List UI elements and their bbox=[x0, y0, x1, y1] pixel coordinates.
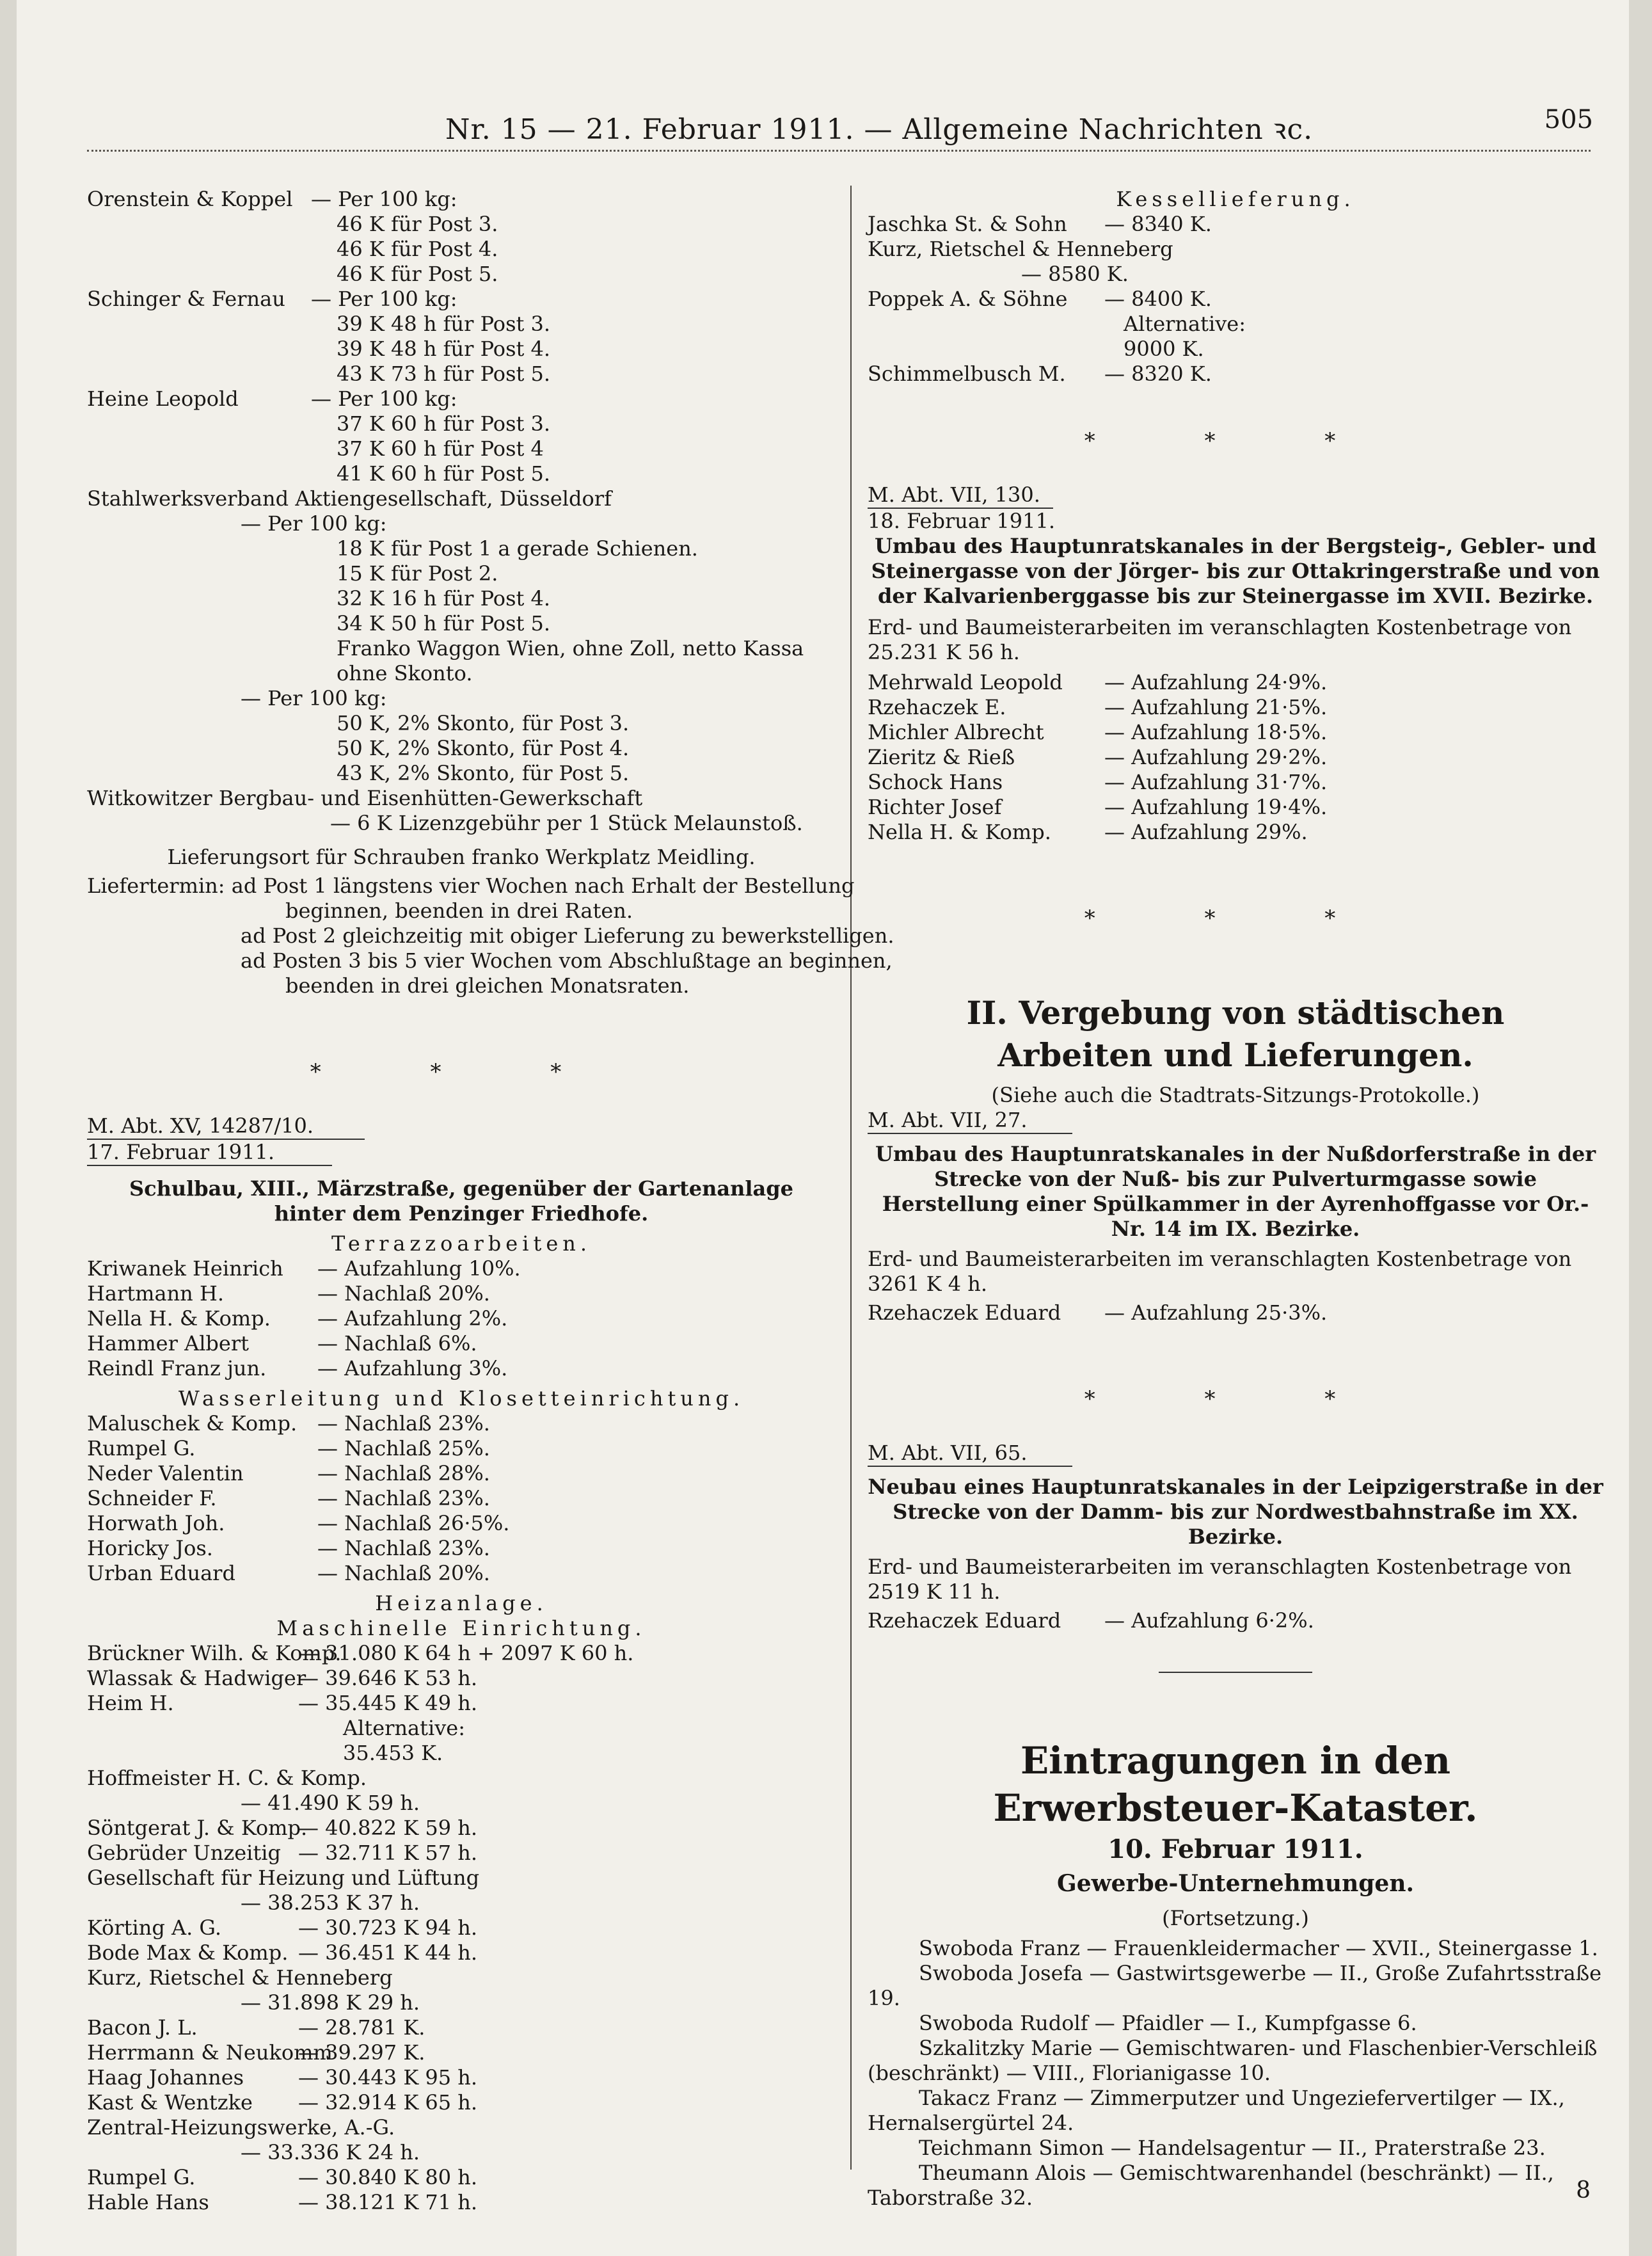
bid-row bbox=[868, 720, 1603, 745]
register-entry: Swoboda Rudolf — Pfaidler — I., Kumpfgasse 6. bbox=[919, 2011, 1417, 2035]
text-line bbox=[87, 899, 836, 924]
bid-row bbox=[87, 1356, 836, 1381]
newspaper-page bbox=[17, 0, 1629, 2256]
text-line bbox=[868, 237, 1603, 262]
text-line bbox=[87, 2090, 836, 2115]
text-line bbox=[87, 2115, 836, 2140]
terrazzo-heading: Terrazzoarbeiten. bbox=[331, 1231, 592, 1256]
cost-estimate: Erd- und Baumeisterarbeiten im veranschlagten Kostenbetrage von 3261 K 4 h. bbox=[868, 1247, 1572, 1296]
bid-value: — Per 100 kg: bbox=[241, 511, 387, 536]
bid-value: — 6 K Lizenzgebühr per 1 Stück Melaunstoß. bbox=[330, 811, 803, 835]
bid-value: — Aufzahlung 6·2%. bbox=[1104, 1608, 1314, 1633]
price-line: 15 K für Post 2. bbox=[337, 561, 498, 586]
bid-value: — 35.445 K 49 h. bbox=[298, 1691, 478, 1715]
price-line: 46 K für Post 3. bbox=[337, 212, 498, 236]
cost-estimate: Erd- und Baumeisterarbeiten im veranschlagten Kostenbetrage von 25.231 K 56 h. bbox=[868, 615, 1572, 664]
bidder-name: Heim H. bbox=[87, 1691, 174, 1715]
price-line: ohne Skonto. bbox=[337, 661, 473, 685]
bidder-name: Kurz, Rietschel & Henneberg bbox=[87, 1965, 393, 1990]
text-line bbox=[87, 2190, 836, 2215]
text-line bbox=[87, 924, 894, 948]
project-title: Umbau des Hauptunratskanales in der Nußdorferstraße in der Strecke von der Nuß- bis zur Pulverturmgasse sowie Herstellung einer Spülkammer in der Ayrenhoffgasse vor Or.-Nr. 14 im IX. Bezirke. bbox=[875, 1142, 1596, 1241]
bidder-name: Brückner Wilh. & Komp. bbox=[87, 1641, 342, 1665]
bid-value: — 30.723 K 94 h. bbox=[298, 1916, 478, 1940]
text-line bbox=[87, 811, 836, 836]
bidder-name: Horwath Joh. bbox=[87, 1511, 225, 1535]
bid-value: — 32.711 K 57 h. bbox=[298, 1841, 478, 1865]
price-line: 37 K 60 h für Post 3. bbox=[337, 412, 551, 436]
bidder-name: Gesellschaft für Heizung und Lüftung bbox=[87, 1866, 480, 1890]
bid-row bbox=[87, 1536, 836, 1561]
bidder-name: Hartmann H. bbox=[87, 1281, 225, 1306]
term-line: ad Post 2 gleichzeitig mit obiger Lieferung zu bewerkstelligen. bbox=[241, 924, 894, 948]
left-column bbox=[87, 187, 894, 2215]
section-stars: * * * bbox=[1084, 428, 1387, 454]
delivery-place: Lieferungsort für Schrauben franko Werkplatz Meidling. bbox=[167, 845, 756, 869]
bidder-name: Horicky Jos. bbox=[87, 1536, 213, 1560]
reference-number bbox=[868, 483, 1603, 509]
water-bids bbox=[87, 1411, 836, 1586]
text-line bbox=[87, 636, 836, 661]
text-line bbox=[87, 1791, 836, 1816]
text-line bbox=[87, 661, 836, 686]
date-line bbox=[868, 509, 1603, 534]
bidder-name: Söntgerat J. & Komp. bbox=[87, 1816, 308, 1840]
bidder-name: Urban Eduard bbox=[87, 1561, 235, 1585]
footer-number: 8 bbox=[1576, 2177, 1591, 2204]
bidder-name: Kast & Wentzke bbox=[87, 2090, 253, 2115]
bid-row bbox=[868, 695, 1603, 720]
bidder-name: Gebrüder Unzeitig bbox=[87, 1841, 281, 1865]
bid-list-prices bbox=[87, 187, 836, 836]
text-line bbox=[87, 586, 836, 611]
bidder-name: Hable Hans bbox=[87, 2190, 209, 2214]
bidder-name: Herrmann & Neukomm bbox=[87, 2040, 333, 2065]
section-heading: II. Vergebung von städtischen Arbeiten und Lieferungen. bbox=[966, 994, 1505, 1074]
date-line bbox=[87, 1140, 836, 1166]
text-line bbox=[87, 536, 836, 561]
text-line bbox=[87, 1716, 836, 1741]
price-line: 18 K für Post 1 a gerade Schienen. bbox=[337, 536, 698, 561]
date-text: 18. Februar 1911. bbox=[868, 509, 1055, 533]
bid-value: — 33.336 K 24 h. bbox=[241, 2140, 420, 2164]
text-line bbox=[87, 511, 836, 536]
term-line: beenden in drei gleichen Monatsraten. bbox=[285, 973, 690, 998]
bidder-name: Rzehaczek Eduard bbox=[868, 1608, 1061, 1633]
section-rule bbox=[1159, 1672, 1312, 1673]
text-line bbox=[87, 187, 836, 212]
text-line bbox=[87, 874, 855, 899]
text-line bbox=[87, 736, 836, 761]
page-header bbox=[17, 96, 1629, 154]
bidder-name: Orenstein & Koppel bbox=[87, 187, 293, 211]
text-line bbox=[87, 1940, 836, 1965]
alternative-line: Alternative: bbox=[1124, 312, 1246, 336]
header-title: Nr. 15 — 21. Februar 1911. — Allgemeine Nachrichten ꝛc. bbox=[445, 113, 1314, 146]
alternative-line: Alternative: bbox=[343, 1716, 466, 1740]
bidder-name: Zentral-Heizungswerke, A.-G. bbox=[87, 2115, 395, 2140]
text-line bbox=[87, 461, 836, 486]
reference-text: M. Abt. VII, 27. bbox=[868, 1108, 1072, 1134]
text-line bbox=[87, 1641, 836, 1666]
project-title: Schulbau, XIII., Märzstraße, gegenüber der Gartenanlage hinter dem Penzinger Friedhofe. bbox=[129, 1176, 794, 1226]
bid-value: — Aufzahlung 2%. bbox=[317, 1306, 508, 1331]
bid-value: — 8400 K. bbox=[1104, 287, 1212, 311]
price-line: 39 K 48 h für Post 4. bbox=[337, 337, 551, 361]
section-stars: * * * bbox=[1084, 1386, 1387, 1412]
project-title: Umbau des Hauptunratskanales in der Bergsteig-, Gebler- und Steinergasse von der Jörger- bis zur Ottakringerstraße und von der Kalvarienberggasse bis zur Steinergasse im XVII. Bezirke. bbox=[871, 534, 1600, 608]
price-line: 50 K, 2% Skonto, für Post 3. bbox=[337, 711, 630, 735]
bid-row bbox=[87, 1411, 836, 1436]
register-entry: Theumann Alois — Gemischtwarenhandel (beschränkt) — II., Taborstraße 32. bbox=[868, 2161, 1554, 2210]
register-entry: Teichmann Simon — Handelsagentur — II., Praterstraße 23. bbox=[919, 2136, 1546, 2160]
bid-value: — Nachlaß 6%. bbox=[317, 1331, 477, 1356]
see-also-note: (Siehe auch die Stadtrats-Sitzungs-Protokolle.) bbox=[991, 1083, 1480, 1107]
price-line: Franko Waggon Wien, ohne Zoll, netto Kassa bbox=[337, 636, 804, 660]
bidder-name: Hammer Albert bbox=[87, 1331, 249, 1356]
text-line bbox=[868, 287, 1603, 312]
text-line bbox=[87, 387, 836, 412]
text-line bbox=[87, 948, 893, 973]
text-line bbox=[87, 1841, 836, 1866]
text-line bbox=[87, 412, 836, 436]
bid-row bbox=[87, 1436, 836, 1461]
bidder-name: Wlassak & Hadwiger bbox=[87, 1666, 306, 1690]
bid-value: — 41.490 K 59 h. bbox=[241, 1791, 420, 1815]
bid-value: — Per 100 kg: bbox=[241, 686, 387, 710]
bidder-name: Schimmelbusch M. bbox=[868, 362, 1066, 386]
text-line bbox=[868, 362, 1603, 387]
bid-value: — Nachlaß 20%. bbox=[317, 1561, 490, 1585]
bid-value: — Aufzahlung 19·4%. bbox=[1104, 795, 1328, 819]
bid-row bbox=[868, 820, 1603, 845]
bid-value: — Aufzahlung 25·3%. bbox=[1104, 1300, 1328, 1325]
bidder-name: Körting A. G. bbox=[87, 1916, 222, 1940]
bid-value: — Per 100 kg: bbox=[311, 187, 457, 211]
bidder-name: Jaschka St. & Sohn bbox=[868, 212, 1067, 236]
text-line bbox=[868, 262, 1603, 287]
reference-number bbox=[868, 1441, 1603, 1467]
bid-value: — 8340 K. bbox=[1104, 212, 1212, 236]
boiler-heading: Kessellieferung. bbox=[1116, 187, 1355, 211]
bid-value: — 8320 K. bbox=[1104, 362, 1212, 386]
text-line bbox=[87, 362, 836, 387]
bidder-name: Rumpel G. bbox=[87, 2165, 196, 2189]
bid-value: — 30.443 K 95 h. bbox=[298, 2065, 478, 2090]
bidder-name: Neder Valentin bbox=[87, 1461, 244, 1485]
boiler-bids bbox=[868, 212, 1603, 387]
bid-row bbox=[868, 795, 1603, 820]
bid-value: — Aufzahlung 18·5%. bbox=[1104, 720, 1328, 744]
bidder-name: Mehrwald Leopold bbox=[868, 670, 1063, 694]
bid-list bbox=[868, 670, 1603, 845]
bid-row bbox=[87, 1561, 836, 1586]
reference-text: M. Abt. XV, 14287/10. bbox=[87, 1114, 365, 1140]
register-entry: Swoboda Josefa — Gastwirtsgewerbe — II., Große Zufahrtsstraße 19. bbox=[868, 1961, 1602, 2010]
bid-value: — 31.898 K 29 h. bbox=[241, 1990, 420, 2015]
bidder-name: Poppek A. & Söhne bbox=[868, 287, 1068, 311]
register-title: Eintragungen in den Erwerbsteuer-Kataster. bbox=[993, 1739, 1478, 1830]
bid-value: — Nachlaß 23%. bbox=[317, 1486, 490, 1510]
bidder-name: Heine Leopold bbox=[87, 387, 239, 411]
heating-heading: Heizanlage. bbox=[375, 1591, 548, 1615]
text-line bbox=[87, 312, 836, 337]
heating-bids bbox=[87, 1641, 836, 2215]
section-stars: * * * bbox=[310, 1059, 613, 1085]
reference-number bbox=[87, 1114, 836, 1140]
register-entry: Swoboda Franz — Frauenkleidermacher — XVII., Steinergasse 1. bbox=[919, 1936, 1598, 1960]
bid-value: — Per 100 kg: bbox=[311, 387, 457, 411]
bidder-name: Bode Max & Komp. bbox=[87, 1940, 289, 1965]
bid-row bbox=[868, 670, 1603, 695]
alternative-line: 9000 K. bbox=[1124, 337, 1204, 361]
bid-value: — Nachlaß 26·5%. bbox=[317, 1511, 510, 1535]
bidder-name: Rzehaczek E. bbox=[868, 695, 1006, 719]
bid-row bbox=[868, 1300, 1603, 1325]
bidder-name: Schock Hans bbox=[868, 770, 1003, 794]
bid-value: — 30.840 K 80 h. bbox=[298, 2165, 478, 2189]
bid-list bbox=[868, 1300, 1603, 1325]
bidder-name: Richter Josef bbox=[868, 795, 1002, 819]
price-line: 37 K 60 h für Post 4 bbox=[337, 436, 544, 461]
bid-value: — Nachlaß 28%. bbox=[317, 1461, 490, 1485]
text-line bbox=[87, 262, 836, 287]
bid-value: — 36.451 K 44 h. bbox=[298, 1940, 478, 1965]
bid-value: — 8580 K. bbox=[1021, 262, 1129, 286]
bid-row bbox=[87, 1486, 836, 1511]
bid-value: — Nachlaß 25%. bbox=[317, 1436, 490, 1460]
bidder-name: Liefertermin: ad Post 1 längstens vier Wochen nach Erhalt der Bestellung bbox=[87, 874, 855, 898]
reference-text: M. Abt. VII, 130. bbox=[868, 483, 1053, 509]
bidder-name: Rzehaczek Eduard bbox=[868, 1300, 1061, 1325]
machinery-heading: Maschinelle Einrichtung. bbox=[276, 1616, 646, 1640]
bid-value: — Aufzahlung 31·7%. bbox=[1104, 770, 1328, 794]
register-subtitle: Gewerbe-Unternehmungen. bbox=[1056, 1870, 1415, 1897]
bid-value: — 32.914 K 65 h. bbox=[298, 2090, 478, 2115]
section-stars: * * * bbox=[1084, 906, 1387, 931]
bid-row bbox=[87, 1281, 836, 1306]
text-line bbox=[87, 1990, 836, 2015]
text-line bbox=[868, 312, 1603, 337]
price-line: 43 K, 2% Skonto, für Post 5. bbox=[337, 761, 630, 785]
text-line bbox=[87, 237, 836, 262]
project-title: Neubau eines Hauptunratskanales in der Leipzigerstraße in der Strecke von der Damm- bis zur Nordwestbahnstraße im XX. Bezirke. bbox=[868, 1475, 1603, 1549]
water-heading: Wasserleitung und Klosetteinrichtung. bbox=[178, 1386, 745, 1411]
text-line bbox=[87, 1866, 836, 1891]
text-line bbox=[87, 973, 836, 998]
header-rule bbox=[87, 150, 1591, 152]
bid-value: — Aufzahlung 24·9%. bbox=[1104, 670, 1328, 694]
reference-number bbox=[868, 1108, 1603, 1134]
bid-value: — Aufzahlung 29%. bbox=[1104, 820, 1308, 844]
term-line: beginnen, beenden in drei Raten. bbox=[285, 899, 633, 923]
bid-row bbox=[868, 745, 1603, 770]
price-line: 50 K, 2% Skonto, für Post 4. bbox=[337, 736, 630, 760]
text-line bbox=[87, 2165, 836, 2190]
text-line bbox=[87, 1891, 836, 1916]
text-line bbox=[87, 486, 836, 511]
right-column bbox=[868, 187, 1603, 2211]
bid-value: — 38.253 K 37 h. bbox=[241, 1891, 420, 1915]
bidder-name: Rumpel G. bbox=[87, 1436, 196, 1460]
bid-row bbox=[87, 1306, 836, 1331]
bidder-name: Stahlwerksverband Aktiengesellschaft, Düsseldorf bbox=[87, 486, 612, 511]
column-divider bbox=[850, 186, 852, 2170]
text-line bbox=[87, 711, 836, 736]
bidder-name: Bacon J. L. bbox=[87, 2015, 198, 2040]
bidder-name: Kriwanek Heinrich bbox=[87, 1256, 283, 1281]
bid-value: — 39.297 K. bbox=[298, 2040, 425, 2065]
text-line bbox=[87, 761, 836, 786]
register-entries bbox=[868, 1936, 1603, 2211]
bid-value: — Nachlaß 23%. bbox=[317, 1536, 490, 1560]
bid-value: — Per 100 kg: bbox=[311, 287, 457, 311]
text-line bbox=[87, 1766, 836, 1791]
bid-row bbox=[868, 1608, 1603, 1633]
bid-row bbox=[868, 770, 1603, 795]
reference-text: M. Abt. VII, 65. bbox=[868, 1441, 1072, 1467]
date-text: 17. Februar 1911. bbox=[87, 1140, 332, 1166]
term-line: ad Posten 3 bis 5 vier Wochen vom Abschlußtage an beginnen, bbox=[241, 948, 893, 973]
text-line bbox=[868, 212, 1603, 237]
delivery-terms bbox=[87, 874, 894, 998]
text-line bbox=[87, 1965, 836, 1990]
register-date: 10. Februar 1911. bbox=[1108, 1834, 1363, 1864]
alternative-line: 35.453 K. bbox=[343, 1741, 443, 1765]
text-line bbox=[87, 611, 836, 636]
bid-value: — 40.822 K 59 h. bbox=[298, 1816, 478, 1840]
bidder-name: Nella H. & Komp. bbox=[868, 820, 1051, 844]
text-line bbox=[87, 1916, 836, 1940]
bid-row bbox=[87, 1331, 836, 1356]
price-line: 46 K für Post 4. bbox=[337, 237, 498, 261]
price-line: 41 K 60 h für Post 5. bbox=[337, 461, 551, 486]
terrazzo-bids bbox=[87, 1256, 836, 1381]
bid-value: — Nachlaß 23%. bbox=[317, 1411, 490, 1436]
bid-row bbox=[87, 1511, 836, 1536]
register-entry: Szkalitzky Marie — Gemischtwaren- und Flaschenbier-Verschleiß (beschränkt) — VIII., Florianigasse 10. bbox=[868, 2036, 1598, 2085]
price-line: 34 K 50 h für Post 5. bbox=[337, 611, 551, 636]
bid-value: — Aufzahlung 10%. bbox=[317, 1256, 521, 1281]
bidder-name: Kurz, Rietschel & Henneberg bbox=[868, 237, 1173, 261]
bidder-name: Michler Albrecht bbox=[868, 720, 1044, 744]
page-number: 505 bbox=[1544, 105, 1593, 134]
price-line: 46 K für Post 5. bbox=[337, 262, 498, 286]
text-line bbox=[87, 1666, 836, 1691]
text-line bbox=[87, 2140, 836, 2165]
bid-list bbox=[868, 1608, 1603, 1633]
bidder-name: Maluschek & Komp. bbox=[87, 1411, 298, 1436]
bid-row bbox=[87, 1461, 836, 1486]
bidder-name: Schneider F. bbox=[87, 1486, 217, 1510]
continuation-note: (Fortsetzung.) bbox=[1162, 1906, 1309, 1930]
bid-value: — 28.781 K. bbox=[298, 2015, 425, 2040]
bid-value: — Aufzahlung 3%. bbox=[317, 1356, 508, 1380]
bid-value: — 31.080 K 64 h + 2097 K 60 h. bbox=[298, 1641, 634, 1665]
text-line bbox=[868, 337, 1603, 362]
text-line bbox=[87, 2040, 836, 2065]
text-line bbox=[87, 1691, 836, 1716]
bidder-name: Reindl Franz jun. bbox=[87, 1356, 267, 1380]
text-line bbox=[87, 2015, 836, 2040]
bidder-name: Zieritz & Rieß bbox=[868, 745, 1015, 769]
bid-value: — Nachlaß 20%. bbox=[317, 1281, 490, 1306]
bid-value: — 38.121 K 71 h. bbox=[298, 2190, 478, 2214]
text-line bbox=[87, 337, 836, 362]
price-line: 39 K 48 h für Post 3. bbox=[337, 312, 551, 336]
price-line: 43 K 73 h für Post 5. bbox=[337, 362, 551, 386]
bid-value: — 39.646 K 53 h. bbox=[298, 1666, 478, 1690]
text-line bbox=[87, 786, 836, 811]
text-line bbox=[87, 686, 836, 711]
bid-value: — Aufzahlung 21·5%. bbox=[1104, 695, 1328, 719]
bidder-name: Hoffmeister H. C. & Komp. bbox=[87, 1766, 367, 1790]
text-line bbox=[87, 1741, 836, 1766]
text-line bbox=[87, 2065, 836, 2090]
text-line bbox=[87, 287, 836, 312]
bid-value: — Aufzahlung 29·2%. bbox=[1104, 745, 1328, 769]
bidder-name: Haag Johannes bbox=[87, 2065, 244, 2090]
cost-estimate: Erd- und Baumeisterarbeiten im veranschlagten Kostenbetrage von 2519 K 11 h. bbox=[868, 1555, 1572, 1604]
price-line: 32 K 16 h für Post 4. bbox=[337, 586, 551, 611]
text-line bbox=[87, 1816, 836, 1841]
bidder-name: Witkowitzer Bergbau- und Eisenhütten-Gewerkschaft bbox=[87, 786, 643, 810]
text-line bbox=[87, 561, 836, 586]
register-entry: Takacz Franz — Zimmerputzer und Ungeziefervertilger — IX., Hernalsergürtel 24. bbox=[868, 2086, 1565, 2135]
text-line bbox=[87, 436, 836, 461]
bidder-name: Schinger & Fernau bbox=[87, 287, 285, 311]
bid-row bbox=[87, 1256, 836, 1281]
bidder-name: Nella H. & Komp. bbox=[87, 1306, 271, 1331]
text-line bbox=[87, 212, 836, 237]
